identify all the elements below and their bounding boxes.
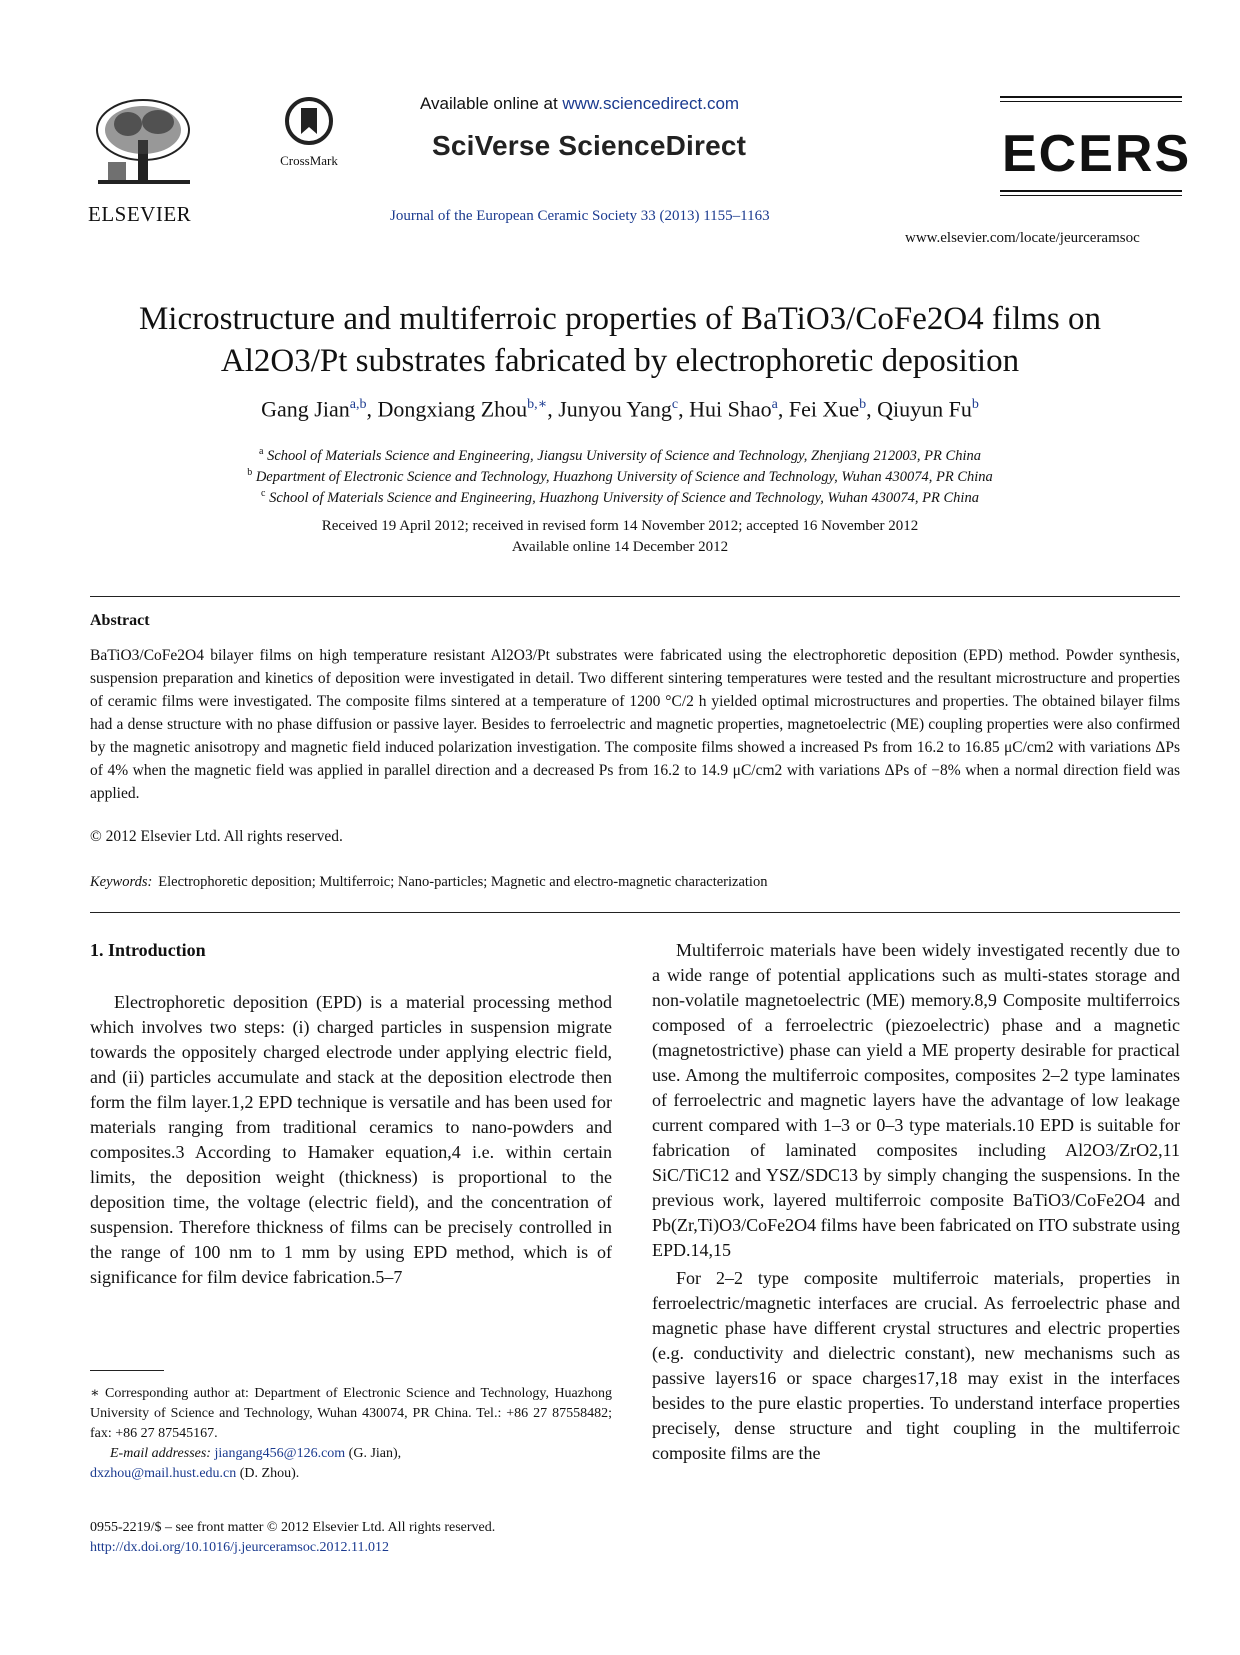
ecers-rule xyxy=(1000,96,1182,98)
author-affil-mark[interactable]: a,b xyxy=(349,397,367,412)
author-affil-mark[interactable]: c xyxy=(671,397,679,412)
title-line-2: Al2O3/Pt substrates fabricated by electrophoretic deposition xyxy=(220,343,1020,379)
journal-reference-link[interactable]: Journal of the European Ceramic Society 33 (2013) 1155–1163 xyxy=(390,208,770,224)
footnote-rule xyxy=(90,1370,164,1371)
email-owner: (G. Jian), xyxy=(348,1446,402,1461)
front-matter xyxy=(90,1518,650,1558)
author-affil-mark[interactable]: a xyxy=(771,397,778,412)
affiliation-b xyxy=(60,467,1180,486)
intro-paragraph: Multiferroic materials have been widely investigated recently due to a wide range of potential applications such as multi-states storage and non-volatile magnetoelectric (ME) memory.8,9 Composite multiferroics composed of a ferroelectric (piezoelectric) phase and a magnetic (magnetostrictive) phase can yield a ME property desirable for practical use. Among the multiferroic composites, composites 2–2 type laminates of ferroelectric and magnetic layers have the advantage of low leakage current compared with 1–3 or 0–3 type materials.10 EPD is suitable for fabrication of laminated composites including Al2O3/ZrO2,11 SiC/TiC12 and YSZ/SDC13 by simply changing the suspensions. In the previous work, layered multiferroic composite BaTiO3/CoFe2O4 and Pb(Zr,Ti)O3/CoFe2O4 films have been fabricated on ITO substrate using EPD.14,15 xyxy=(652,940,1180,1260)
corresponding-author-text: ∗ Corresponding author at: Department of Electronic Science and Technology, Huazhong University of Science and Technology, Wuhan 430074, PR China. Tel.: +86 27 87558482; fax: +86 27 87545167. xyxy=(90,1386,612,1441)
email-link-zhou[interactable]: dxzhou@mail.hust.edu.cn xyxy=(90,1466,237,1481)
section-heading: 1. Introduction xyxy=(90,940,206,960)
affil-text: School of Materials Science and Engineering, Jiangsu University of Science and Technology, Zhenjiang 212003, PR China xyxy=(267,447,981,464)
abstract-heading: Abstract xyxy=(90,612,150,629)
author-list: Gang Jian$^{a,b}$, Dongxiang Zhou$^{b,∗}$, Junyou Yang$^c$, Hui Shao$^a$, Fei Xue$^b$, Qiuyun Fu$^b$ xyxy=(261,396,979,422)
crossmark-label: CrossMark xyxy=(280,153,338,168)
issn-line: 0955-2219/$ – see front matter © 2012 Elsevier Ltd. All rights reserved. xyxy=(90,1520,496,1535)
elsevier-wordmark: ELSEVIER xyxy=(88,202,192,226)
received-dates: Received 19 April 2012; received in revised form 14 November 2012; accepted 16 November 2012 xyxy=(321,518,919,534)
intro-paragraph: Electrophoretic deposition (EPD) is a material processing method which involves two steps: (i) charged particles in suspension migrate towards the oppositely charged electrode under applying electric field, and (ii) particles accumulate and stack at the deposition electrode then form the film layer.1,2 EPD technique is versatile and has been used for materials ranging from traditional ceramics to nano-powders and composites.3 According to Hamaker equation,4 i.e. within certain limits, the deposition weight (thickness) is proportional to the deposition time, the voltage (electric field), and the concentration of suspension. Therefore thickness of films can be precisely controlled in the range of 100 nm to 1 mm by using EPD method, which is of significance for film device fabrication.5–7 xyxy=(90,992,612,1287)
available-online xyxy=(420,94,739,114)
affil-text: Department of Electronic Science and Technology, Huazhong University of Science and Technology, Wuhan 430074, PR China xyxy=(255,468,993,485)
author-affil-mark[interactable]: b xyxy=(859,397,867,412)
keywords xyxy=(90,874,767,891)
divider xyxy=(90,912,1180,913)
sciverse-logo: SciVerse ScienceDirect xyxy=(432,130,747,161)
ecers-logo: ECERS xyxy=(1002,125,1192,183)
author-name: Fei Xue xyxy=(788,396,860,422)
email-label: E-mail addresses: xyxy=(110,1446,211,1461)
affiliation-a xyxy=(60,446,1180,465)
abstract-text: BaTiO3/CoFe2O4 bilayer films on high temperature resistant Al2O3/Pt substrates were fabricated using the electrophoretic deposition (EPD) method. Powder synthesis, suspension preparation and kinetics of deposition were investigated in detail. Two different sintering temperatures were tested and the resultant microstructure and properties of ceramic films were investigated. The composite films sintered at a temperature of 1200 °C/2 h yielded optimal microstructures and properties. The obtained bilayer films had a dense structure with no phase diffusion or passive layer. Besides to ferroelectric and magnetic properties, magnetoelectric (ME) coupling properties were also confirmed by the magnetic anisotropy and magnetic field induced polarization investigation. The composite films showed a increased Ps from 16.2 to 16.85 μC/cm2 with variations ΔPs of 4% when the magnetic field was applied in parallel direction and a decreased Ps from 16.2 to 14.9 μC/cm2 with variations ΔPs of −8% when a normal direction field was applied. xyxy=(90,647,1180,802)
author-name: Hui Shao xyxy=(689,396,772,422)
affil-mark: a xyxy=(259,446,264,457)
author-name: Dongxiang Zhou xyxy=(377,396,528,422)
intro-paragraph: For 2–2 type composite multiferroic materials, properties in ferroelectric/magnetic interfaces are crucial. As ferroelectric phase and magnetic phase have different crystal structures and electric properties (e.g. conductivity and dielectric constant), new mechanisms such as passive layers16 or space charges17,18 may exist in the interfaces besides to the pure elastic properties. To understand interface properties precisely, dense structure and tight coupling in the multiferroic composite films are the xyxy=(652,1268,1180,1463)
ecers-rule xyxy=(1000,101,1182,102)
article-dates xyxy=(60,516,1180,558)
author-name: Qiuyun Fu xyxy=(877,396,972,422)
email-link-jian[interactable]: jiangang456@126.com xyxy=(214,1446,346,1461)
email-line xyxy=(90,1464,612,1484)
elsevier-tree-logo xyxy=(88,96,200,188)
available-prefix: Available online at xyxy=(420,94,563,113)
article-title xyxy=(60,298,1180,382)
email-line xyxy=(90,1444,612,1464)
sciencedirect-link[interactable]: www.sciencedirect.com xyxy=(562,94,740,113)
crossmark-icon xyxy=(284,96,334,146)
title-line-1: Microstructure and multiferroic properties of BaTiO3/CoFe2O4 films on xyxy=(138,301,1102,337)
email-owner: (D. Zhou). xyxy=(239,1466,300,1481)
affiliation-c xyxy=(60,488,1180,507)
affil-mark: c xyxy=(261,488,266,499)
ecers-rule xyxy=(1000,190,1182,192)
online-date: Available online 14 December 2012 xyxy=(511,539,729,555)
crossmark-badge[interactable] xyxy=(276,96,342,169)
journal-url[interactable]: www.elsevier.com/locate/jeurceramsoc xyxy=(905,230,1140,246)
right-column xyxy=(652,938,1180,1466)
divider xyxy=(90,596,1180,597)
keywords-list: Electrophoretic deposition; Multiferroic; Nano-particles; Magnetic and electro-magnetic characterization xyxy=(158,874,768,890)
author-name: Junyou Yang xyxy=(558,396,672,422)
author-affil-mark[interactable]: b,∗ xyxy=(527,397,548,412)
affil-text: School of Materials Science and Engineering, Huazhong University of Science and Technology, Wuhan 430074, PR China xyxy=(269,489,979,506)
author-name: Gang Jian xyxy=(261,396,350,422)
keywords-label: Keywords: xyxy=(90,874,153,890)
corresponding-author-note xyxy=(90,1384,612,1484)
doi-link[interactable]: http://dx.doi.org/10.1016/j.jeurceramsoc.2012.11.012 xyxy=(90,1540,390,1555)
left-column xyxy=(90,990,612,1290)
affil-mark: b xyxy=(247,467,253,478)
author-affil-mark[interactable]: b xyxy=(971,397,979,412)
abstract-copyright: © 2012 Elsevier Ltd. All rights reserved. xyxy=(90,828,343,845)
ecers-rule xyxy=(1000,195,1182,196)
